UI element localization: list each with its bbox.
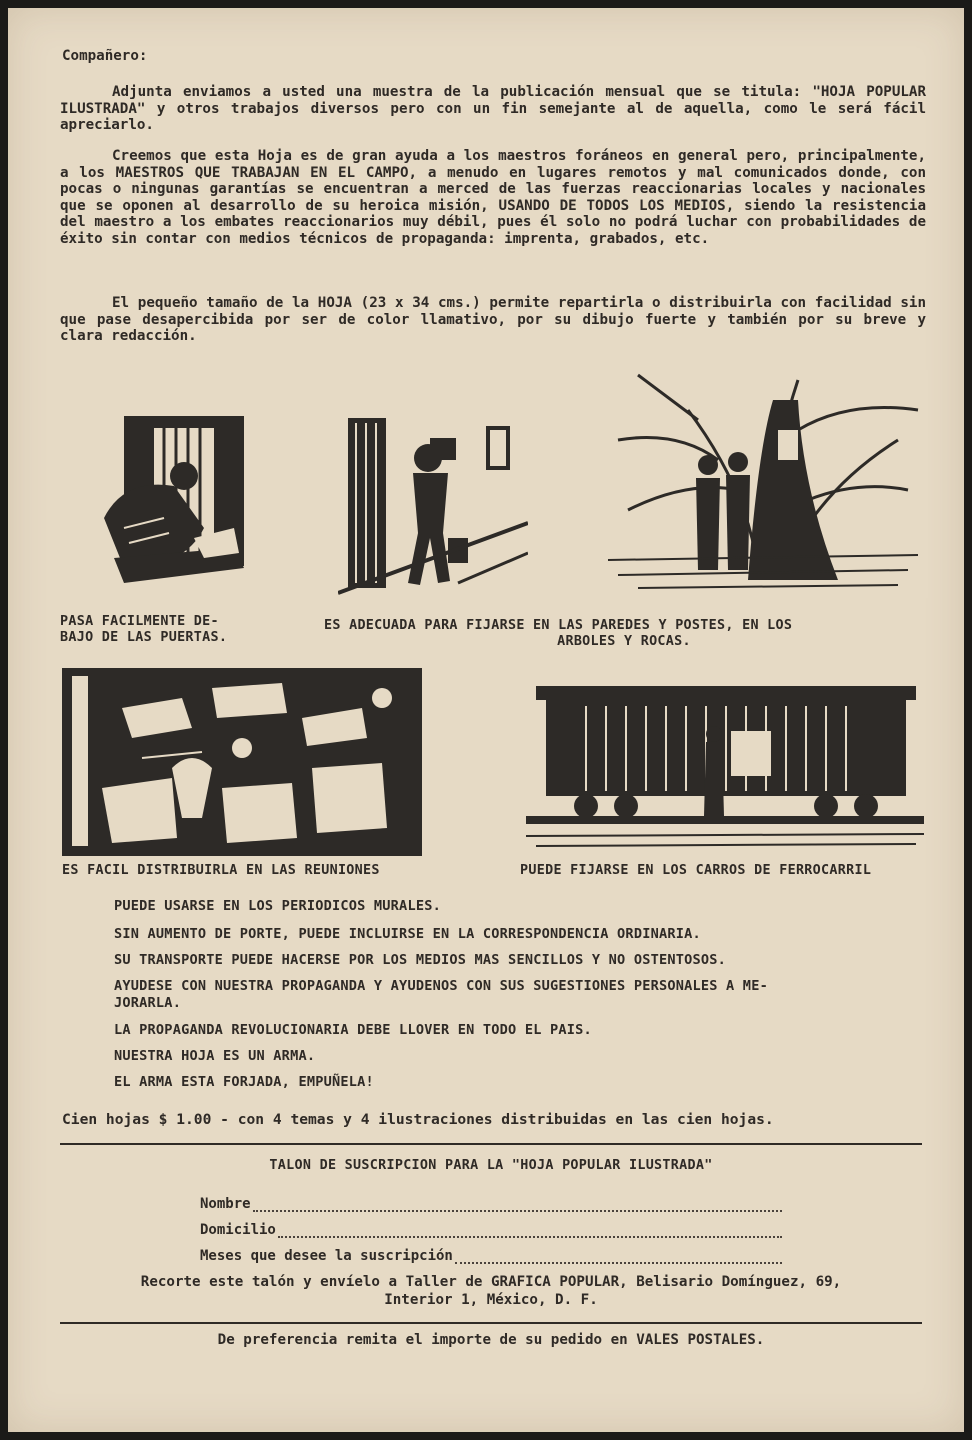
point-help-line1: AYUDESE CON NUESTRA PROPAGANDA Y AYUDENOS CON SUS SUGESTIONES PERSONALES A ME-: [114, 978, 768, 994]
price-line: Cien hojas $ 1.00 - con 4 temas y 4 ilustraciones distribuidas en las cien hojas.: [62, 1111, 774, 1128]
coupon-months-field[interactable]: [455, 1250, 782, 1264]
caption-walls-line1: ES ADECUADA PARA FIJARSE EN LAS PAREDES Y POSTES, EN LOS: [324, 618, 793, 633]
caption-door-line1: PASA FACILMENTE DE-: [60, 614, 219, 629]
coupon-title: TALON DE SUSCRIPCION PARA LA "HOJA POPULAR ILUSTRADA": [269, 1158, 713, 1173]
tree-woodcut-image: [598, 370, 928, 598]
coupon-instructions-line2: Interior 1, México, D. F.: [384, 1292, 598, 1308]
coupon-months-label: Meses que desee la suscripción: [200, 1248, 453, 1264]
coupon-bottom-rule: [60, 1322, 922, 1324]
point-propaganda: LA PROPAGANDA REVOLUCIONARIA DEBE LLOVER EN TODO EL PAIS.: [114, 1022, 592, 1038]
paragraph-size: El pequeño tamaño de la HOJA (23 x 34 cms.) permite repartirla o distribuirla con facilidad sin que pase desapercibida por ser de color llamativo, por su dibujo fuerte y también por su breve y clara redacción.: [60, 295, 926, 345]
point-murales: PUEDE USARSE EN LOS PERIODICOS MURALES.: [114, 898, 441, 914]
caption-door-line2: BAJO DE LAS PUERTAS.: [60, 630, 228, 645]
footer-note: De preferencia remita el importe de su pedido en VALES POSTALES.: [217, 1332, 765, 1348]
coupon-address-field[interactable]: [278, 1224, 782, 1238]
point-weapon: NUESTRA HOJA ES UN ARMA.: [114, 1048, 316, 1064]
paragraph-intro: Adjunta enviamos a usted una muestra de la publicación mensual que se titula: "HOJA POPULAR ILUSTRADA" y otros trabajos diversos pero con un fin semejante al de aquella, como le será fácil apreciarlo.: [60, 84, 926, 134]
door-woodcut-image: [84, 408, 254, 598]
coupon-name-row[interactable]: [200, 1192, 782, 1212]
coupon-address-row[interactable]: [200, 1218, 782, 1238]
coupon-instructions-line1: Recorte este talón y envíelo a Taller de GRAFICA POPULAR, Belisario Domínguez, 69,: [140, 1274, 842, 1290]
point-transport: SU TRANSPORTE PUEDE HACERSE POR LOS MEDIOS MAS SENCILLOS Y NO OSTENTOSOS.: [114, 952, 727, 968]
point-correspondence: SIN AUMENTO DE PORTE, PUEDE INCLUIRSE EN LA CORRESPONDENCIA ORDINARIA.: [114, 926, 701, 942]
caption-meetings: ES FACIL DISTRIBUIRLA EN LAS REUNIONES: [62, 863, 380, 878]
coupon-months-row[interactable]: [200, 1244, 782, 1264]
paragraph-purpose: Creemos que esta Hoja es de gran ayuda a los maestros foráneos en general pero, principalmente, a los MAESTROS QUE TRABAJAN EN EL CAMPO, a menudo en lugares remotos y mal comunicados donde, con pocas o ningunas garantías se encuentran a merced de las fuerzas reaccionarias locales y nacionales que se oponen al desarrollo de su heroica misión, USANDO DE TODOS LOS MEDIOS, siendo la resistencia del maestro a los embates reaccionarios muy débil, pues él solo no podrá luchar con probabilidades de éxito sin contar con medios técnicos de propaganda: imprenta, grabados, etc.: [60, 148, 926, 247]
coupon-name-field[interactable]: [253, 1198, 782, 1212]
coupon-address-label: Domicilio: [200, 1222, 276, 1238]
caption-walls-line2: ARBOLES Y ROCAS.: [557, 634, 691, 649]
meeting-woodcut-image: [62, 668, 422, 856]
caption-railcars: PUEDE FIJARSE EN LOS CARROS DE FERROCARRIL: [520, 863, 872, 878]
coupon-name-label: Nombre: [200, 1196, 251, 1212]
railcar-woodcut-image: [526, 676, 924, 852]
wall-posting-woodcut-image: [338, 413, 528, 598]
coupon-top-rule: [60, 1143, 922, 1145]
printed-sheet: [8, 8, 964, 1432]
salutation: Compañero:: [62, 48, 148, 64]
point-help-line2: JORARLA.: [114, 995, 182, 1011]
point-forged: EL ARMA ESTA FORJADA, EMPUÑELA!: [114, 1074, 374, 1090]
